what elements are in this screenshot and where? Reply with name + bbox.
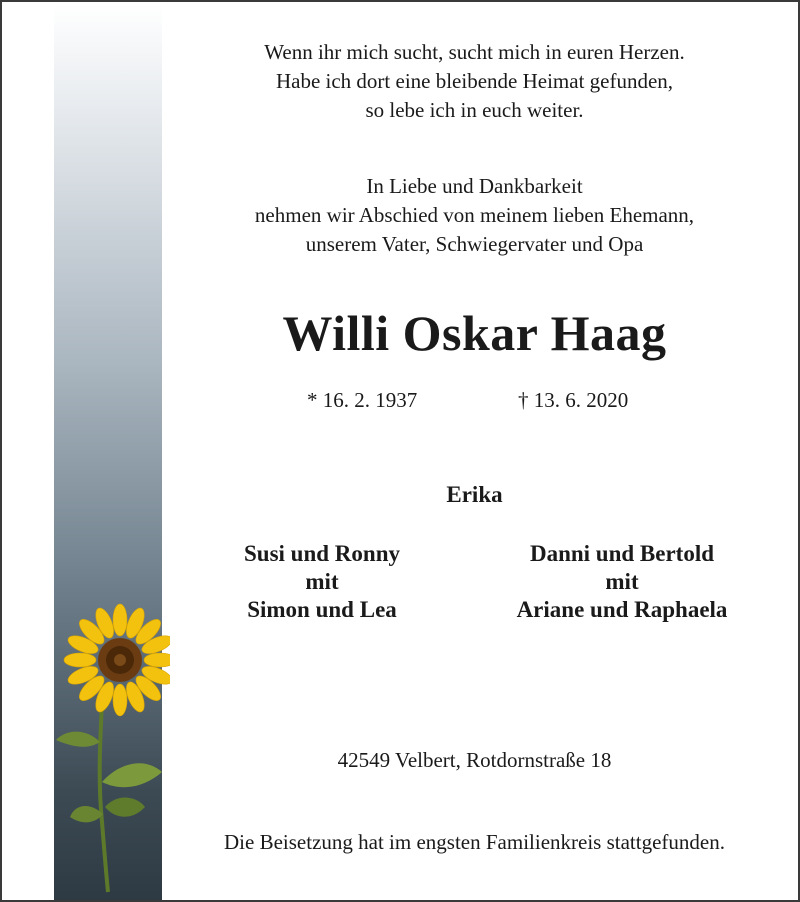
poem-line-1: Wenn ihr mich sucht, sucht mich in euren Herzen. — [264, 40, 685, 64]
intro-line-1: In Liebe und Dankbarkeit — [366, 174, 583, 198]
family-2-couple: Danni und Bertold — [529, 541, 715, 566]
poem — [162, 38, 787, 125]
family-2-with: mit — [605, 569, 639, 594]
family-1-with: mit — [305, 569, 339, 594]
family-group-1 — [177, 540, 467, 624]
intro-line-3: unserem Vater, Schwiegervater und Opa — [305, 232, 644, 256]
poem-line-3: so lebe ich in euch weiter. — [365, 98, 584, 122]
burial-note: Die Beisetzung hat im engsten Familienkreis stattgefunden. — [224, 830, 725, 854]
intro-line-2: nehmen wir Abschied von meinem lieben Ehemann, — [254, 203, 695, 227]
obituary-content — [162, 2, 787, 902]
family-group-2 — [477, 540, 767, 624]
death-date: † 13. 6. 2020 — [518, 388, 629, 412]
address: 42549 Velbert, Rotdornstraße 18 — [337, 748, 612, 772]
family-1-couple: Susi und Ronny — [244, 541, 400, 566]
poem-line-2: Habe ich dort eine bleibende Heimat gefunden, — [275, 69, 674, 93]
family-1-children: Simon und Lea — [247, 597, 397, 622]
deceased-name: Willi Oskar Haag — [282, 305, 667, 361]
sunflower-icon — [50, 592, 170, 897]
birth-date: * 16. 2. 1937 — [307, 388, 418, 412]
intro-text — [162, 172, 787, 259]
family-2-children: Ariane und Raphaela — [516, 597, 728, 622]
widow-name: Erika — [446, 482, 503, 507]
